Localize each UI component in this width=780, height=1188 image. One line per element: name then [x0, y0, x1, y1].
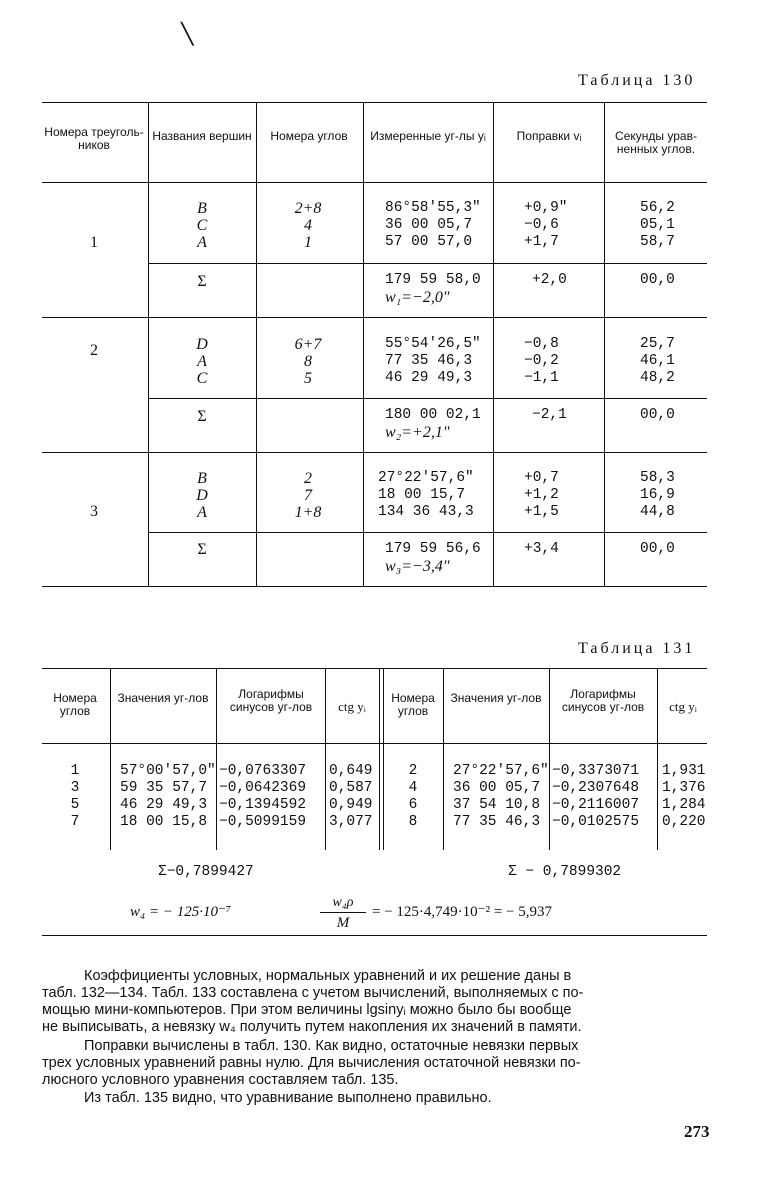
sum-angle: 179 59 56,6 — [385, 541, 481, 557]
t131-frac-result: = − 125·4,749·10⁻² = − 5,937 — [372, 904, 552, 920]
row-rule — [148, 532, 707, 533]
t131-sum-left: Σ−0,7899427 — [158, 864, 254, 880]
table-130-header-corrections: Поправки vᵢ — [516, 129, 582, 143]
measured-angles: 86°58′55,3″ 36 00 05,7 57 00 57,0 — [385, 200, 481, 250]
table-130-col-line — [604, 102, 605, 586]
t131-header-log-sines: Логарифмы синусов уг-лов — [229, 687, 313, 714]
sum-angle: 180 00 02,1 — [385, 407, 481, 423]
table-130-col-line — [493, 102, 494, 586]
t131-left-logs: −0,0763307 −0,0642369 −0,1394592 −0,5099159 — [219, 763, 307, 830]
adjusted-seconds: 56,2 05,1 58,7 — [640, 200, 675, 250]
t131-frac-numerator: w₄ρ — [332, 895, 354, 910]
t131-left-numbers: 1 3 5 7 — [70, 763, 80, 830]
t131-right-logs: −0,3373071 −0,2307648 −0,2116007 −0,0102575 — [552, 763, 640, 830]
vertex-names: D A C — [196, 336, 208, 387]
group-rule — [42, 452, 707, 453]
table-131-col-line — [549, 668, 550, 850]
text-line: Поправки вычислены в табл. 130. Как видно, остаточные невязки первых — [84, 1038, 579, 1054]
angle-numbers: 6+7 8 5 — [294, 336, 322, 387]
table-130-col-line — [363, 102, 364, 586]
table-130-caption: Таблица 130 — [578, 72, 696, 89]
adjusted-seconds: 25,7 46,1 48,2 — [640, 336, 675, 386]
t131-w4: w₄ = − 125·10⁻⁷ — [130, 904, 232, 920]
table-130-bottom-rule — [42, 586, 707, 587]
table-130-header-measured: Измеренные уг-лы yᵢ — [370, 129, 486, 143]
page-number: 273 — [684, 1122, 710, 1141]
table-131-bottom-rule — [42, 935, 707, 936]
table-130-header-rule — [42, 182, 707, 183]
measured-angles: 55°54′26,5″ 77 35 46,3 46 29 49,3 — [385, 336, 481, 386]
paragraph-1 — [42, 968, 742, 1036]
text-line: Коэффициенты условных, нормальных уравнений и их решение даны в — [84, 968, 572, 984]
table-131-col-line — [379, 668, 380, 850]
t131-header-angle-values-2: Значения уг-лов — [450, 691, 542, 705]
table-131-caption: Таблица 131 — [578, 640, 696, 657]
table-130-col-line — [256, 102, 257, 586]
text-line: табл. 132—134. Табл. 133 составлена с учетом вычислений, выполняемых с по- — [42, 985, 584, 1001]
t131-header-ctg: ctg yᵢ — [338, 699, 366, 714]
sigma-symbol: Σ — [197, 408, 207, 425]
table-131-header-rule — [42, 743, 707, 744]
t131-sum-right: Σ − 0,7899302 — [508, 864, 622, 880]
table-130-header-angle-numbers: Номера углов — [270, 129, 348, 143]
t131-header-angle-numbers-2: Номера углов — [391, 691, 435, 718]
t131-header-ctg-2: ctg yᵢ — [669, 699, 697, 714]
misclosure: w₁=−2,0″ — [385, 289, 450, 306]
table-130-header-vertices: Названия вершин — [152, 129, 252, 143]
misclosure: w₃=−3,4″ — [385, 558, 450, 575]
table-131-col-line — [110, 668, 111, 850]
table-131-col-line — [216, 668, 217, 850]
corrections: +0,9″ −0,6 +1,7 — [524, 200, 568, 250]
paragraph-3 — [42, 1090, 742, 1107]
text-line: мощью мини-компьютеров. При этом величины lgsinyᵢ можно было бы вообще — [42, 1002, 572, 1018]
t131-header-log-sines-2: Логарифмы синусов уг-лов — [561, 687, 645, 714]
angle-numbers: 2 7 1+8 — [294, 470, 322, 521]
sigma-symbol: Σ — [197, 541, 207, 558]
text-line: трех условных уравнений равны нулю. Для вычисления остаточной невязки по- — [42, 1055, 581, 1071]
sum-seconds: 00,0 — [640, 541, 675, 557]
triangle-number: 1 — [90, 234, 98, 251]
sum-angle: 179 59 58,0 — [385, 272, 481, 288]
t131-frac-denominator: M — [336, 915, 350, 931]
table-130-header-triangles: Номера треуголь-ников — [44, 125, 144, 152]
triangle-number: 2 — [90, 342, 98, 359]
misclosure: w₂=+2,1″ — [385, 424, 450, 441]
sum-corrections: +2,0 — [532, 272, 567, 288]
table-130-top-rule — [42, 102, 707, 103]
vertex-names: B D A — [196, 470, 208, 521]
text-line: люсного условного уравнения составляем табл. 135. — [42, 1072, 399, 1088]
row-rule — [148, 398, 707, 399]
angle-numbers: 2+8 4 1 — [294, 200, 322, 251]
t131-right-values: 27°22′57,6″ 36 00 05,7 37 54 10,8 77 35 46,3 — [453, 763, 549, 830]
paragraph-2 — [42, 1038, 742, 1089]
table-130-header-seconds: Секунды урав-ненных углов. — [615, 129, 697, 156]
corrections: +0,7 +1,2 +1,5 — [524, 470, 559, 520]
stray-mark: \ — [179, 12, 196, 56]
table-131-col-line — [383, 668, 384, 850]
sum-seconds: 00,0 — [640, 272, 675, 288]
sum-seconds: 00,0 — [640, 407, 675, 423]
table-131-top-rule — [42, 668, 707, 669]
t131-header-angle-numbers: Номера углов — [53, 691, 97, 718]
sum-corrections: +3,4 — [524, 541, 559, 557]
t131-left-values: 57°00′57,0″ 59 35 57,7 46 29 49,3 18 00 15,8 — [120, 763, 216, 830]
table-131-col-line — [443, 668, 444, 850]
table-131-col-line — [657, 668, 658, 850]
t131-right-numbers: 2 4 6 8 — [408, 763, 418, 830]
t131-right-ctg: 1,931 1,376 1,284 0,220 — [662, 763, 706, 830]
text-line: не выписывать, а невязку w₄ получить путем накопления их значений в памяти. — [42, 1019, 582, 1035]
row-rule — [148, 263, 707, 264]
t131-frac-bar — [320, 912, 366, 913]
adjusted-seconds: 58,3 16,9 44,8 — [640, 470, 675, 520]
text-line: Из табл. 135 видно, что уравнивание выполнено правильно. — [84, 1090, 492, 1106]
corrections: −0,8 −0,2 −1,1 — [524, 336, 559, 386]
vertex-names: B C A — [196, 200, 208, 251]
group-rule — [42, 317, 707, 318]
sigma-symbol: Σ — [197, 273, 207, 290]
sum-corrections: −2,1 — [532, 407, 567, 423]
measured-angles: 27°22′57,6″ 18 00 15,7 134 36 43,3 — [378, 470, 474, 520]
triangle-number: 3 — [90, 503, 98, 520]
table-130-col-line — [148, 102, 149, 586]
t131-header-angle-values: Значения уг-лов — [117, 691, 209, 705]
table-131-col-line — [325, 668, 326, 850]
t131-left-ctg: 0,649 0,587 0,949 3,077 — [329, 763, 373, 830]
